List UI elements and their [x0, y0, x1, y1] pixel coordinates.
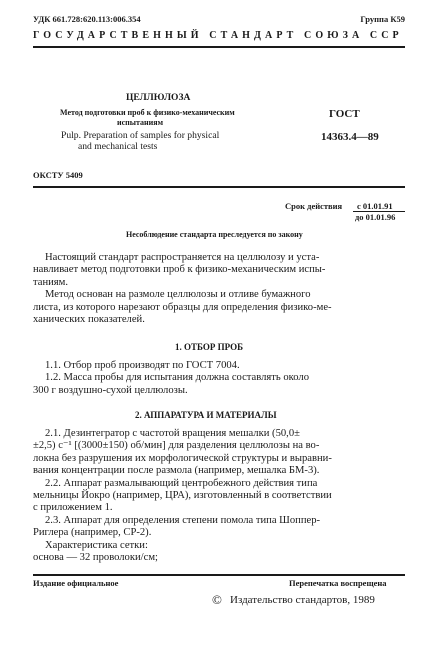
law-notice: Несоблюдение стандарта преследуется по закону — [126, 230, 303, 239]
publisher: Издательство стандартов, 1989 — [230, 594, 375, 606]
text-line: таниям. — [33, 276, 69, 288]
section2-text — [33, 428, 405, 564]
okstu-code: ОКСТУ 5409 — [33, 170, 83, 180]
text-line: листа, из которого нарезают образцы для определения физико-ме- — [33, 301, 332, 313]
text-line: 2.1. Дезинтегратор с частотой вращения мешалки (50,0± — [45, 428, 300, 439]
text-line: навливает метод подготовки проб к физико-механическим испы- — [33, 264, 326, 276]
standard-title: ГОСУДАРСТВЕННЫЙ СТАНДАРТ СОЮЗА ССР — [33, 30, 403, 41]
document-name: ЦЕЛЛЮЛОЗА — [126, 93, 191, 103]
reprint-prohibited: Перепечатка воспрещена — [289, 578, 387, 588]
text-line: 1.2. Масса пробы для испытания должна составлять около — [45, 372, 310, 384]
intro-text — [33, 252, 405, 326]
text-line: Характеристика сетки: — [45, 539, 148, 551]
text-line: 1.1. Отбор проб производят по ГОСТ 7004. — [45, 360, 240, 371]
document-subtitle-line1: Метод подготовки проб к физико-механическим — [60, 108, 235, 117]
text-line: Риглера (например, СР-2). — [33, 527, 152, 539]
footer-rule — [33, 574, 405, 576]
section2-heading: 2. АППАРАТУРА И МАТЕРИАЛЫ — [135, 410, 277, 420]
gost-label: ГОСТ — [329, 108, 360, 120]
copyright-icon: © — [212, 592, 222, 607]
validity-from: с 01.01.91 — [357, 201, 393, 211]
section1-heading: 1. ОТБОР ПРОБ — [175, 342, 244, 352]
section1-text — [33, 360, 405, 397]
text-line: 2.3. Аппарат для определения степени помола типа Шоппер- — [45, 514, 321, 526]
text-line: Настоящий стандарт распространяется на целлюлозу и уста- — [45, 252, 320, 263]
header-rule — [33, 46, 405, 48]
english-title-line2: and mechanical tests — [78, 141, 158, 152]
gost-number: 14363.4—89 — [321, 131, 379, 143]
text-line: Метод основан на размоле целлюлозы и отливе бумажного — [45, 289, 311, 301]
text-line: мельницы Йокро (например, ЦРА), изготовленный в соответствии — [33, 490, 332, 502]
document-subtitle-line2: испытаниям — [117, 118, 164, 127]
text-line: вания концентрации после размола (например, мешалка БМ-3). — [33, 465, 320, 477]
text-line: 300 г воздушно-сухой целлюлозы. — [33, 384, 188, 396]
text-line: 2.2. Аппарат размалывающий центробежного действия типа — [45, 477, 318, 489]
validity-to: до 01.01.96 — [355, 212, 396, 222]
okstu-rule — [33, 186, 405, 188]
text-line: локна без разрушения их морфологической структуры и выравни- — [33, 452, 332, 464]
text-line: ханических показателей. — [33, 314, 145, 326]
official-edition: Издание официальное — [33, 578, 119, 588]
text-line: основа — 32 проволоки/см; — [33, 552, 158, 564]
group-code: Группа К59 — [360, 14, 405, 24]
text-line: ±2,5) с⁻¹ [(3000±150) об/мин] для разделения целлюлозы на во- — [33, 440, 320, 452]
text-line: с приложением 1. — [33, 502, 113, 514]
validity-label: Срок действия — [285, 201, 343, 211]
udk-code: УДК 661.728:620.113:006.354 — [33, 14, 141, 24]
english-title-line1: Pulp. Preparation of samples for physical — [61, 130, 220, 141]
